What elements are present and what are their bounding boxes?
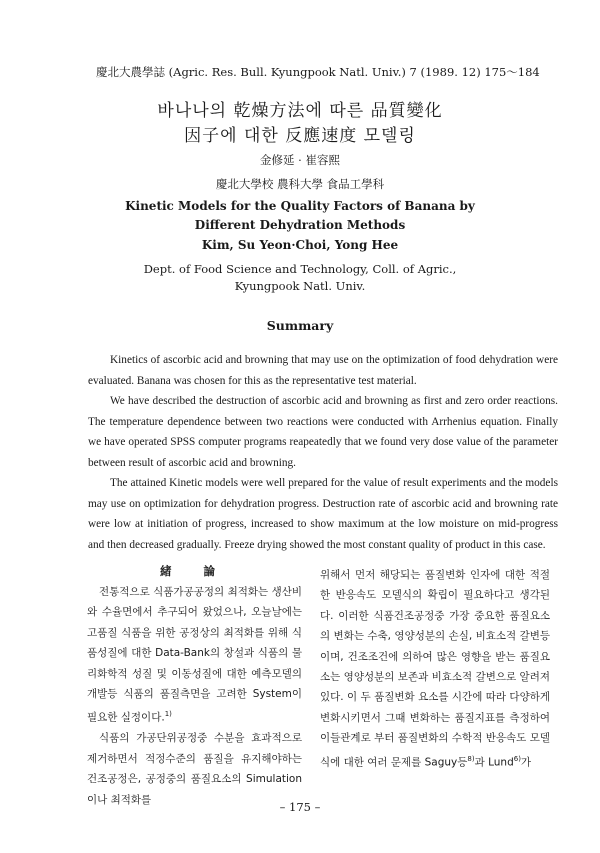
korean-affiliation: 慶北大學校 農科大學 食品工學科 <box>215 177 385 191</box>
summary-paragraph: The attained Kinetic models were well prepared for the value of result experiments and the models may use on optimization for dehydration progress. Destruction rate of ascorbic acid and browning rate were low at initiation of progress, increased to show maximum at the low moisture on mid-progress and then decreased gradually. Freeze drying showed the most constant quality of product in this case. <box>88 477 558 551</box>
korean-title-line2: 因子에 대한 反應速度 모델링 <box>184 126 416 146</box>
reference-marker: 1) <box>164 710 172 719</box>
summary-body <box>88 350 558 555</box>
page-number: – 175 – <box>279 800 321 814</box>
introduction-heading: 緒 論 <box>159 564 229 578</box>
intro-text: 과 Lund <box>474 756 514 769</box>
intro-text: 가 <box>520 756 532 769</box>
english-affiliation-line1: Dept. of Food Science and Technology, Coll. of Agric., <box>143 262 457 276</box>
english-title-line2: Different Dehydration Methods <box>194 218 406 232</box>
english-authors: Kim, Su Yeon·Choi, Yong Hee <box>201 238 399 252</box>
right-column <box>320 565 550 773</box>
intro-paragraph <box>87 582 302 728</box>
english-title-line1: Kinetic Models for the Quality Factors of Banana by <box>125 199 475 213</box>
intro-paragraph-text: 전통적으로 식품가공공정의 최적화는 생산비와 수율면에서 추구되어 왔었으나, 오늘날에는 고품질 식품을 위한 공정상의 최적화를 위해 식품성질에 대한 Data-Bank의 창설과 식품의 물리화학적 성질 및 이동성질에 대한 예측모델의 개발등 식품의 품질측면을 고려한 System이 필요한 실정이다. <box>87 586 302 724</box>
english-affiliation-line2: Kyungpook Natl. Univ. <box>234 279 366 293</box>
journal-citation: 慶北大農學誌 (Agric. Res. Bull. Kyungpook Natl. Univ.) 7 (1989. 12) 175～184 <box>96 65 540 79</box>
intro-paragraph: 식품의 가공단위공정중 수분을 효과적으로 제거하면서 적정수준의 품질을 유지해야하는 건조공정은, 공정중의 품질요소의 Simulation이나 최적화를 <box>87 732 302 806</box>
korean-authors: 金修延 · 崔容熙 <box>260 153 340 167</box>
korean-title-line1: 바나나의 乾燥方法에 따른 品質變化 <box>157 101 443 121</box>
reference-marker: 8) <box>467 754 475 763</box>
intro-paragraph-continued <box>320 565 550 773</box>
summary-heading: Summary <box>266 318 334 333</box>
left-column <box>87 582 302 810</box>
intro-text: 위해서 먼저 해당되는 품질변화 인자에 대한 적절한 반응속도 모델식의 확립이 필요하다고 생각된다. 이러한 식품건조공정중 가장 중요한 품질요소의 변화는 수축, 영양성분의 손실, 비효소적 갈변등이며, 건조조건에 의하여 많은 영향을 받는 품질요소는 영양성분의 보존과 비효소적 갈변으로 알려져 있다. 이 두 품질변화 요소를 시간에 따라 다양하게 변화시키면서 그때 변화하는 품질지표를 측정하여 이들관계로 부터 품질변화의 수학적 반응속도 모델식에 대한 여러 문제를 Saguy등 <box>320 569 550 769</box>
summary-paragraph: We have described the destruction of ascorbic acid and browning as first and zero order reactions. The temperature dependence between two reactions were conducted with Arrhenius equation. Finally we have operated SPSS computer programs reapeatedly that we found very dose value of the parameter between result of ascorbic acid and browning. <box>88 395 558 469</box>
reference-marker: 6) <box>513 754 521 763</box>
summary-paragraph: Kinetics of ascorbic acid and browning that may use on the optimization of food dehydration were evaluated. Banana was chosen for this as the representative test material. <box>88 354 558 387</box>
